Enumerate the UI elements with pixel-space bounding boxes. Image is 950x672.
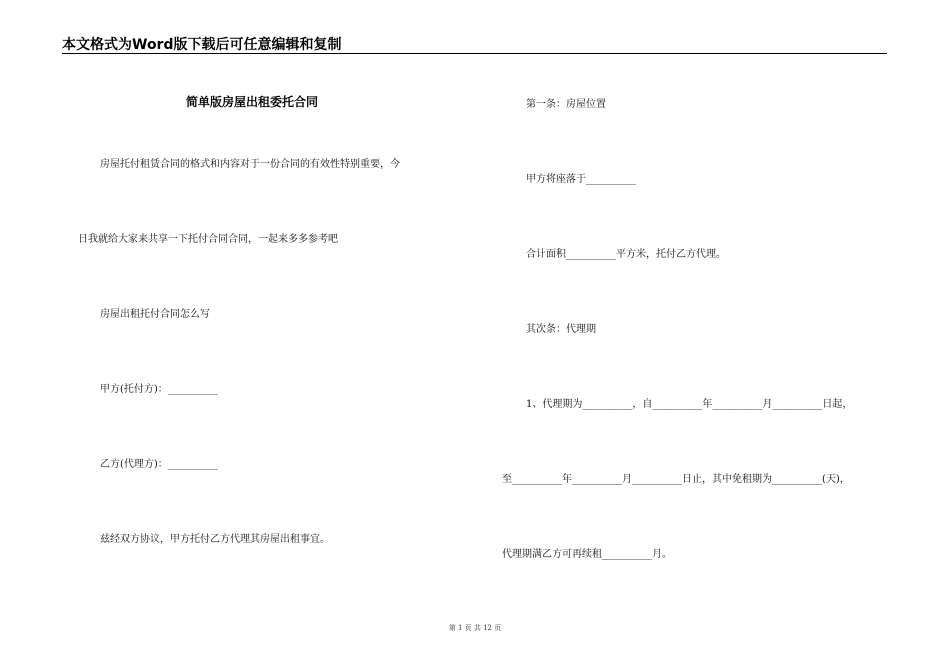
section-1-heading: 第一条：房屋位置 — [526, 99, 606, 110]
left-paragraph-6: 兹经双方协议，甲方托付乙方代理其房屋出租事宜。 — [100, 534, 330, 545]
right-paragraph-6: 至__________年__________月__________日止，其中免租期为__________(天)， — [502, 474, 850, 485]
document-title: 简单版房屋出租委托合同 — [186, 95, 319, 109]
party-b-line: 乙方(代理方)：__________ — [100, 459, 218, 470]
right-paragraph-2: 甲方将座落于__________ — [526, 174, 636, 185]
page-indicator: 第 1 页 共 12 页 — [448, 624, 502, 632]
right-paragraph-3: 合计面积__________平方米，托付乙方代理。 — [526, 249, 726, 260]
left-paragraph-1: 房屋托付租赁合同的格式和内容对于一份合同的有效性特别重要，今 — [100, 159, 400, 170]
section-2-heading: 其次条：代理期 — [526, 324, 596, 335]
header-text: 本文格式为Word版下载后可任意编辑和复制 — [62, 37, 342, 53]
right-paragraph-7: 代理期满乙方可再续租__________月。 — [502, 549, 672, 560]
left-paragraph-2: 日我就给大家来共享一下托付合同合同，一起来多多参考吧 — [78, 234, 338, 245]
party-a-line: 甲方(托付方)：__________ — [100, 384, 218, 395]
left-paragraph-3: 房屋出租托付合同怎么写 — [100, 309, 210, 320]
header-divider — [62, 53, 887, 54]
right-paragraph-5: 1、代理期为__________，自__________年__________月__________日起， — [526, 399, 853, 410]
